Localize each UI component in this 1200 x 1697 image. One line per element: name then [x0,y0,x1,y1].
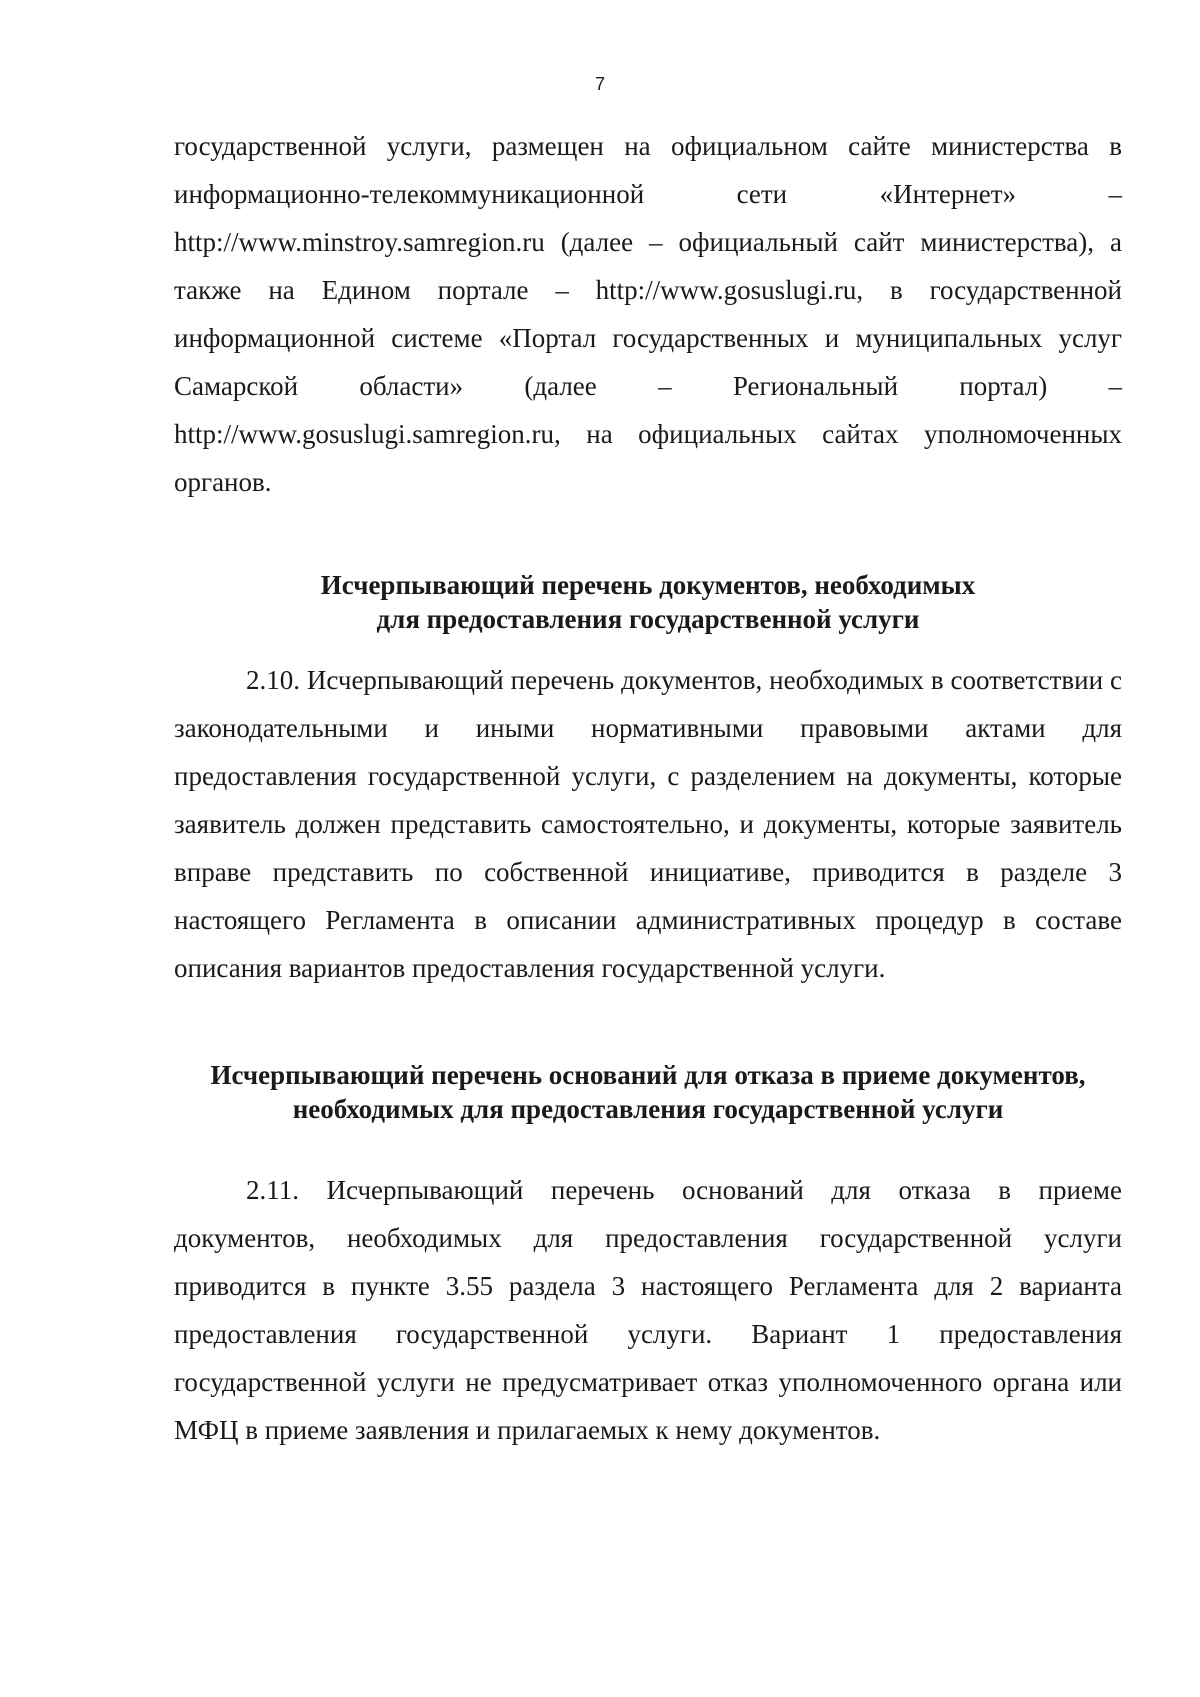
heading-line: необходимых для предоставления государственной услуги [292,1094,1004,1124]
page-number: 7 [594,74,605,94]
paragraph-2-10 [174,656,1122,992]
section-heading-refusal-grounds [150,1058,1146,1126]
paragraph-publication-info [174,122,1122,506]
heading-line: Исчерпывающий перечень оснований для отказа в приеме документов, [210,1060,1086,1090]
heading-line: Исчерпывающий перечень документов, необходимых [320,570,976,600]
paragraph-text: государственной услуги, размещен на официальном сайте министерства в информационно-телекоммуникационной сети «Интернет» – http://www.minstroy.samregion.ru (далее – официальный сайт министерства), а также на Едином портале – http://www.gosuslugi.ru, в государственной информационной системе «Портал государственных и муниципальных услуг Самарской области» (далее – Региональный портал) – http://www.gosuslugi.samregion.ru, на официальных сайтах уполномоченных органов. [174,131,1122,497]
heading-line: для предоставления государственной услуги [376,604,920,634]
paragraph-2-11 [174,1166,1122,1454]
paragraph-text: 2.10. Исчерпывающий перечень документов, необходимых в соответствии с законодательными и иными нормативными правовыми актами для предоставления государственной услуги, с разделением на документы, которые заявитель должен представить самостоятельно, и документы, которые заявитель вправе представить по собственной инициативе, приводится в разделе 3 настоящего Регламента в описании административных процедур в составе описания вариантов предоставления государственной услуги. [174,665,1122,983]
paragraph-text: 2.11. Исчерпывающий перечень оснований для отказа в приеме документов, необходимых для предоставления государственной услуги приводится в пункте 3.55 раздела 3 настоящего Регламента для 2 варианта предоставления государственной услуги. Вариант 1 предоставления государственной услуги не предусматривает отказ уполномоченного органа или МФЦ в приеме заявления и прилагаемых к нему документов. [174,1175,1122,1445]
section-heading-documents [174,568,1122,636]
